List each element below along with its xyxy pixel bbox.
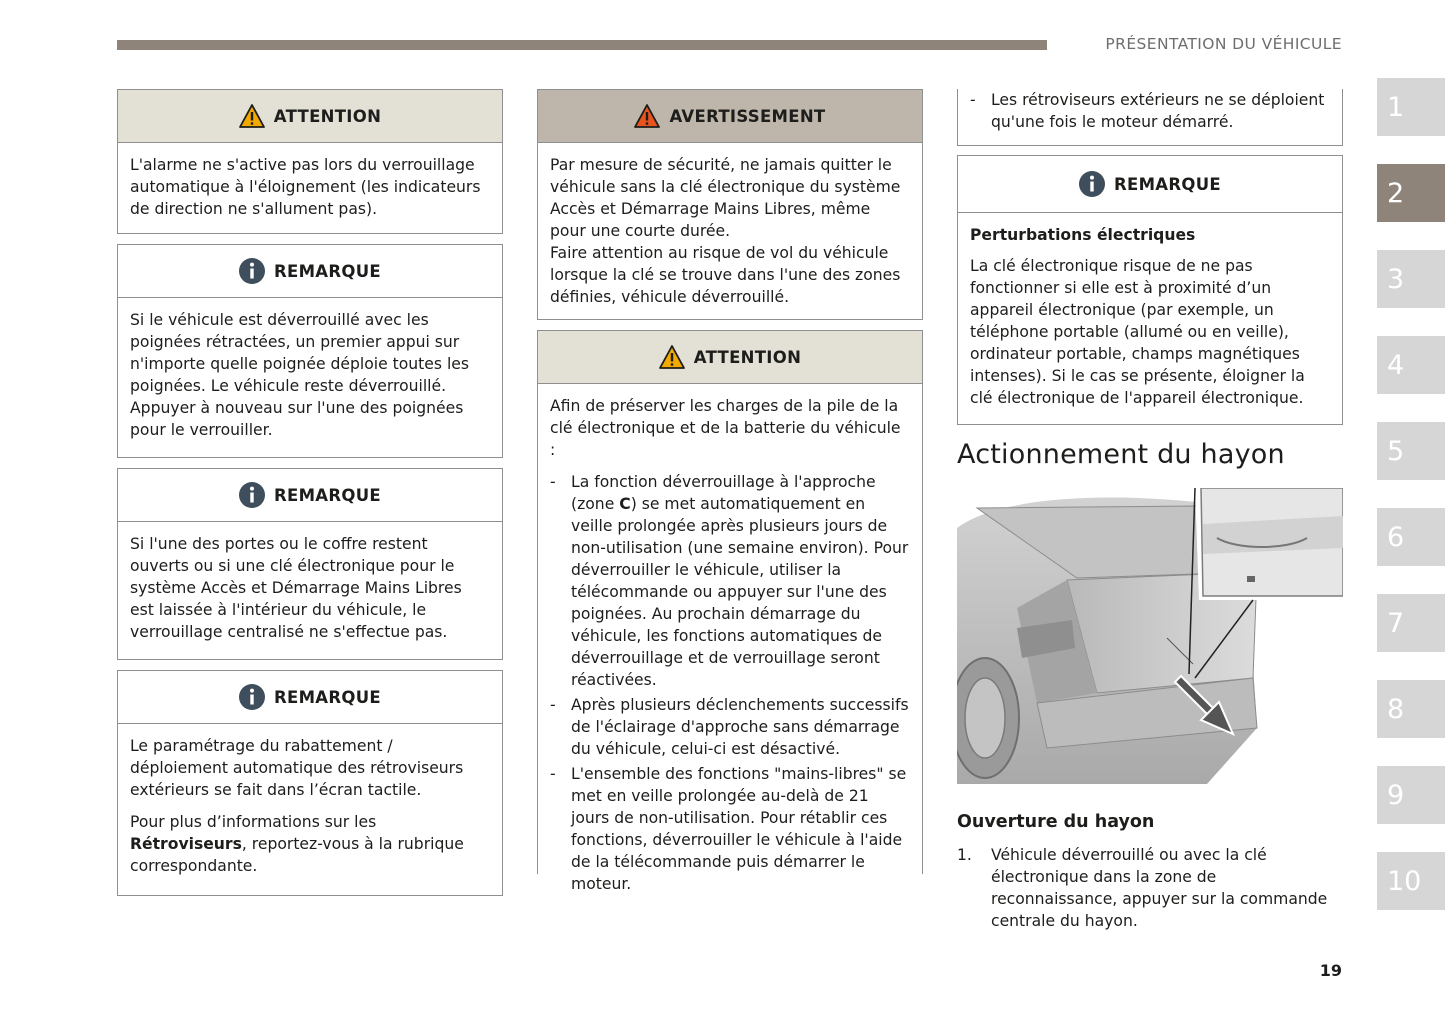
tailgate-illustration — [957, 488, 1343, 784]
chapter-tab-2[interactable]: 2 — [1377, 164, 1445, 222]
attention-box — [117, 89, 503, 234]
box-header — [958, 156, 1342, 213]
chapter-tab-9[interactable]: 9 — [1377, 766, 1445, 824]
list-item: - La fonction déverrouillage à l'approche (zone C) se met automatiquement en veille prolongée après plusieurs jours de non-utilisation (une semaine environ). Pour déverrouiller le véhicule, utiliser la télécommande ou appuyer sur l'une des poignées. Au prochain démarrage du véhicule, les fonctions automatiques de déverrouillage et de verrouillage seront réactivées. — [550, 471, 910, 691]
steps-list — [957, 844, 1343, 932]
box-title: AVERTISSEMENT — [669, 106, 826, 126]
box-text: Par mesure de sécurité, ne jamais quitter le véhicule sans la clé électronique du système Accès et Démarrage Mains Libres, même pour une courte durée. — [550, 156, 901, 240]
info-icon — [239, 684, 265, 710]
box-text: L'alarme ne s'active pas lors du verrouillage automatique à l'éloignement (les indicateurs de direction ne s'allument pas). — [130, 156, 481, 218]
box-title: ATTENTION — [273, 106, 382, 126]
column-1 — [117, 89, 503, 906]
box-header — [538, 90, 922, 143]
car-rear-image — [957, 488, 1343, 784]
cross-reference: Rétroviseurs — [130, 835, 242, 853]
list-item: - Les rétroviseurs extérieurs ne se déploient qu'une fois le moteur démarré. — [970, 89, 1330, 133]
box-text: Si l'une des portes ou le coffre restent ouverts ou si une clé électronique pour le système Accès et Démarrage Mains Libres est laissée à l'intérieur du véhicule, le verrouillage centralisé ne s'effectue pas. — [130, 535, 462, 641]
box-header — [118, 671, 502, 724]
chapter-tab-7[interactable]: 7 — [1377, 594, 1445, 652]
box-header — [118, 245, 502, 298]
box-title: REMARQUE — [274, 687, 381, 707]
list-item: - L'ensemble des fonctions "mains-libres" se met en veille prolongée au-delà de 21 jours de non-utilisation. Pour rétablir ces fonctions, déverrouiller le véhicule à l'aide de la télécommande puis démarrer le moteur. — [550, 763, 910, 895]
box-title: ATTENTION — [693, 347, 802, 367]
remarque-box — [117, 244, 503, 458]
continued-box — [957, 89, 1343, 146]
chapter-tab-6[interactable]: 6 — [1377, 508, 1445, 566]
chapter-tab-3[interactable]: 3 — [1377, 250, 1445, 308]
header-bar — [117, 40, 1047, 50]
chapter-tab-1[interactable]: 1 — [1377, 78, 1445, 136]
list-item: 1. Véhicule déverrouillé ou avec la clé électronique dans la zone de reconnaissance, appuyer sur la commande centrale du hayon. — [957, 846, 1328, 930]
box-title: REMARQUE — [274, 261, 381, 281]
avertissement-box — [537, 89, 923, 320]
bullet-list — [970, 89, 1330, 133]
list-item: - Après plusieurs déclenchements successifs de l'éclairage d'approche sans démarrage du véhicule, celui-ci est désactivé. — [550, 694, 910, 760]
warning-triangle-icon — [239, 104, 265, 128]
chapter-tab-5[interactable]: 5 — [1377, 422, 1445, 480]
remarque-box — [117, 670, 503, 896]
info-icon — [239, 258, 265, 284]
column-3 — [957, 89, 1343, 932]
section-title: PRÉSENTATION DU VÉHICULE — [1105, 35, 1342, 53]
page-number: 19 — [1319, 961, 1342, 980]
subsection-heading: Ouverture du hayon — [957, 812, 1155, 832]
column-2 — [537, 89, 923, 893]
box-text: Le paramétrage du rabattement / déploiement automatique des rétroviseurs extérieurs se fait dans l’écran tactile. — [130, 737, 464, 799]
chapter-tab-4[interactable]: 4 — [1377, 336, 1445, 394]
box-header — [538, 331, 922, 384]
box-title: REMARQUE — [1114, 174, 1221, 194]
box-text: Si le véhicule est déverrouillé avec les poignées rétractées, un premier appui sur n'importe quelle poignée déploie toutes les poignées. Le véhicule reste déverrouillé. Appuyer à nouveau sur l'une des poignées pour le verrouiller. — [130, 311, 470, 439]
info-icon — [1079, 171, 1105, 197]
attention-box — [537, 330, 923, 893]
info-icon — [239, 482, 265, 508]
box-title: REMARQUE — [274, 485, 381, 505]
warning-triangle-icon — [659, 345, 685, 369]
box-text: Pour plus d’informations sur les Rétroviseurs, reportez-vous à la rubrique correspondante. — [130, 813, 464, 875]
remarque-box — [117, 468, 503, 660]
box-text: La clé électronique risque de ne pas fonctionner si elle est à proximité d’un appareil électronique (par exemple, un téléphone portable (allumé ou en veille), ordinateur portable, champs magnétiques intenses). Si le cas se présente, éloigner la clé électronique de l'appareil électronique. — [970, 257, 1305, 407]
box-header — [118, 90, 502, 143]
chapter-tab-10[interactable]: 10 — [1377, 852, 1445, 910]
box-header — [118, 469, 502, 522]
bullet-list — [550, 471, 910, 895]
section-heading: Actionnement du hayon — [957, 439, 1285, 470]
box-subtitle: Perturbations électriques — [970, 226, 1196, 244]
box-text: Afin de préserver les charges de la pile de la clé électronique et de la batterie du véhicule : — [550, 397, 901, 459]
box-text: Faire attention au risque de vol du véhicule lorsque la clé se trouve dans l'une des zones définies, véhicule déverrouillé. — [550, 244, 901, 306]
chapter-tab-8[interactable]: 8 — [1377, 680, 1445, 738]
remarque-box — [957, 155, 1343, 425]
warning-triangle-icon — [634, 104, 660, 128]
